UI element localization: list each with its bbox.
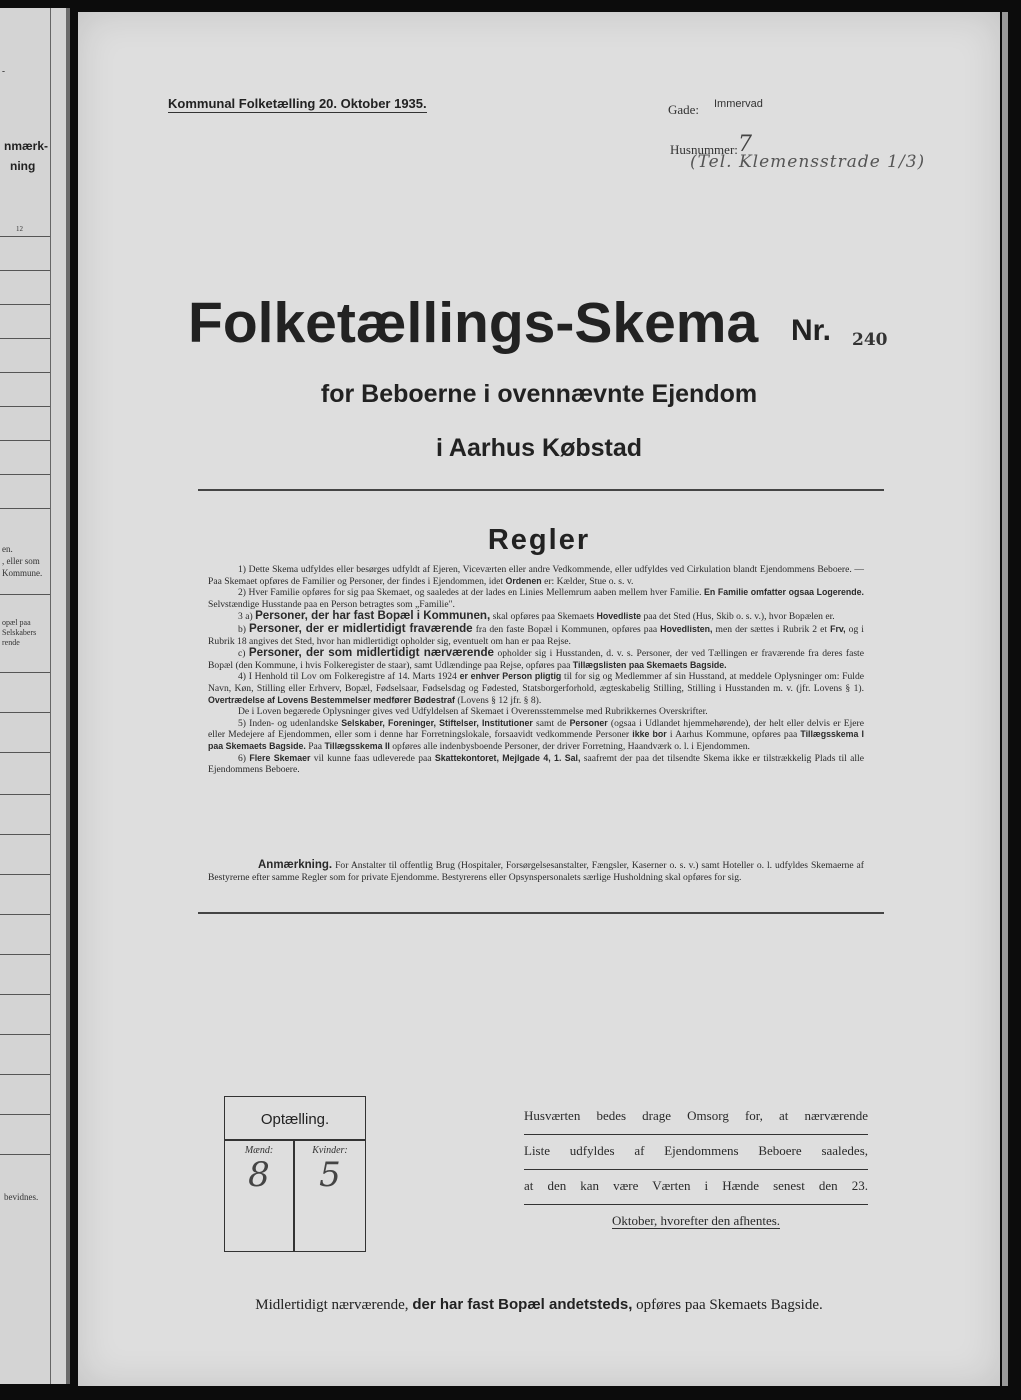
left-page-heading-line2: ning [10,159,36,173]
rule-4-2: De i Loven begærede Oplysninger gives ved Udfyldelsen af Skemaet i Overensstemmelse med Rubrikkernes Overskrifter. [238,706,708,718]
house-number-note: (Tel. Klemensstrade 1/3) [690,152,926,172]
tally-box [224,1096,366,1252]
left-page-line [0,1154,50,1155]
tally-women-label: Kvinder: [312,1145,348,1156]
notice-line: Husværten bedes drage Omsorg for, at nærværende [524,1100,868,1135]
left-page-heading-line1: nmærk- [4,139,49,153]
rule-5: 5) Inden- og udenlandske Selskaber, Foreninger, Stiftelser, Institutioner samt de Personer (ogsaa i Udlandet hjemmehørende), der helt eller delvis er Ejere eller Medejere af Ejendommen, eller som i denne har Forretningslokale, forsaavidt vedkommende Personer ikke bor i Aarhus Kommune, opføres paa Tillægsskema I paa Skemaets Bagside. Paa Tillægsskema II opføres alle indenbysboende Personer, der driver Forretning, Haandværk o. l. i Ejendommen. [208,717,865,752]
left-page-text: , eller som [2,556,40,566]
left-page-line [0,874,50,875]
form-number-value: 240 [852,330,888,350]
footer-bold-text: der har fast Bopæl andetsteds, [412,1296,633,1313]
left-page-line [0,954,50,955]
footer-text: Midlertidigt nærværende, [255,1297,409,1313]
left-page-col-num: 12 [16,225,23,233]
street-label: Gade: [668,102,700,117]
left-page-line [0,914,50,915]
left-page-line [0,474,50,475]
left-page-line [0,406,50,407]
left-page-line [0,1074,50,1075]
left-page-line [0,594,50,595]
left-page-text: rende [2,638,20,647]
left-page-line [0,440,50,441]
left-page-line [0,508,50,509]
tally-divider [225,1139,365,1141]
census-header-title: Kommunal Folketælling 20. Oktober 1935. [168,96,427,111]
left-page-line [0,752,50,753]
left-page-line [0,834,50,835]
left-page-line [0,994,50,995]
census-form-page [78,12,1000,1386]
footer-text: opføres paa Skemaets Bagside. [636,1297,823,1313]
house-number-label: Husnummer: [670,142,738,157]
left-page-text: bevidnes. [4,1192,39,1202]
remark-text [208,860,864,883]
form-number-label: Nr. [791,314,832,347]
page-edge [1002,12,1008,1386]
street-value: Immervad [714,98,763,110]
form-subtitle-city: i Aarhus Købstad [435,434,643,462]
remark-heading: Anmærkning. [258,859,333,871]
rule-3c: c) Personer, der som midlertidigt nærværende opholder sig i Husstanden, d. v. s. Personer, der ved Tællingen er fraværende fra deres faste Bopæl (den Kommune, i hvis Folkeregister de staar), samt Udlændinge paa Rejse, opføres paa Tillægslisten paa Skemaets Bagside. [208,646,864,671]
rules-heading: Regler [487,524,591,556]
left-page-line [0,372,50,373]
rule-3b: b) Personer, der er midlertidigt fraværende fra den faste Bopæl i Kommunen, opføres paa Hovedlisten, men der sættes i Rubrik 2 et Frv, og i Rubrik 18 angives det Sted, hvor han midlertidigt opholder sig, eventuelt om han er paa Rejse. [208,621,864,647]
left-page-line [0,1034,50,1035]
notice-line-last: Oktober, hvorefter den afhentes. [611,1213,781,1228]
notice-line: at den kan være Værten i Hænde senest den 23. [524,1170,868,1205]
notice-line: Liste udfyldes af Ejendommens Beboere saaledes, [524,1135,868,1170]
tally-men-value: 8 [248,1155,270,1195]
rules-text [208,564,864,776]
left-page-line [0,1114,50,1115]
left-page-text: Kommune. [2,568,43,578]
left-page-column-line [50,8,51,1384]
left-page-line [0,794,50,795]
left-page-heading [4,136,48,176]
left-page-line [0,304,50,305]
rule-2: 2) Hver Familie opføres for sig paa Skemaet, og saaledes at der lades en Linies Mellemrum aaben mellem hver Familie. En Familie omfatter ogsaa Logerende. Selvstændige Husstande paa en Person betragtes som „Familie". [208,587,865,610]
left-page-line [0,270,50,271]
left-page-mark: - [2,66,5,76]
left-page-line [0,672,50,673]
form-subtitle: for Beboerne i ovennævnte Ejendom [320,380,758,408]
divider [198,912,884,914]
rule-6: 6) Flere Skemaer vil kunne faas udleverede paa Skattekontoret, Mejlgade 4, 1. Sal, saafremt der paa det tilsendte Skema ikke er tilstrækkelig Plads til alle Ejendommens Beboere. [208,752,864,776]
footer-note [78,1296,1000,1314]
tally-men-label: Mænd: [244,1145,274,1156]
left-page-line [0,712,50,713]
left-adjoining-page [0,8,70,1384]
left-page-text: opæl paa [2,618,31,627]
rule-4: 4) I Henhold til Lov om Folkeregistre af 14. Marts 1924 er enhver Person pligtig til for sig og Medlemmer af sin Husstand, at meddele Oplysninger om: Fulde Navn, Køn, Stilling eller Erhverv, Bopæl, Fødselsaar, Fødselsdag og Fødested, Statsborgerforhold, ægteskabelig Stilling, Stilling i Husstanden m. v. (jfr. Lovens § 1). Overtrædelse af Lovens Bestemmelser medfører Bødestraf (Lovens § 12 jfr. § 8). [208,671,865,706]
remark-body: For Anstalter til offentlig Brug (Hospitaler, Forsørgelsesanstalter, Fængsler, Kaserner o. s. v.) samt Hoteller o. l. udfyldes Skemaerne af Bestyrerne efter samme Regler som for private Ejendomme. Bestyrerens eller Opsynspersonalets særlige Husholdning skal opføres for sig. [208,860,864,883]
house-number-value: 7 [738,132,752,157]
left-page-line [0,236,50,237]
left-page-text: en. [2,544,13,554]
left-page-line [0,338,50,339]
rule-1: 1) Dette Skema udfyldes eller besørges udfyldt af Ejeren, Viceværten eller andre Vedkommende, eller udfyldes ved Cirkulation blandt Ejendommens Beboere. — Paa Skemaet opføres de Familier og Personer, der findes i Ejendommen, idet Ordenen er: Kælder, Stue o. s. v. [208,564,864,587]
divider [198,489,884,491]
tally-women-value: 5 [319,1155,341,1195]
notice-line [524,1205,868,1240]
tally-title: Optælling. [260,1111,330,1128]
landlord-notice [524,1100,868,1240]
left-page-text: Selskabers [2,628,37,637]
rule-3a: 3 a) Personer, der har fast Bopæl i Kommunen, skal opføres paa Skemaets Hovedliste paa det Sted (Hus, Skib o. s. v.), hvor Bopælen er. [238,609,835,623]
form-title: Folketællings-Skema [188,291,759,355]
